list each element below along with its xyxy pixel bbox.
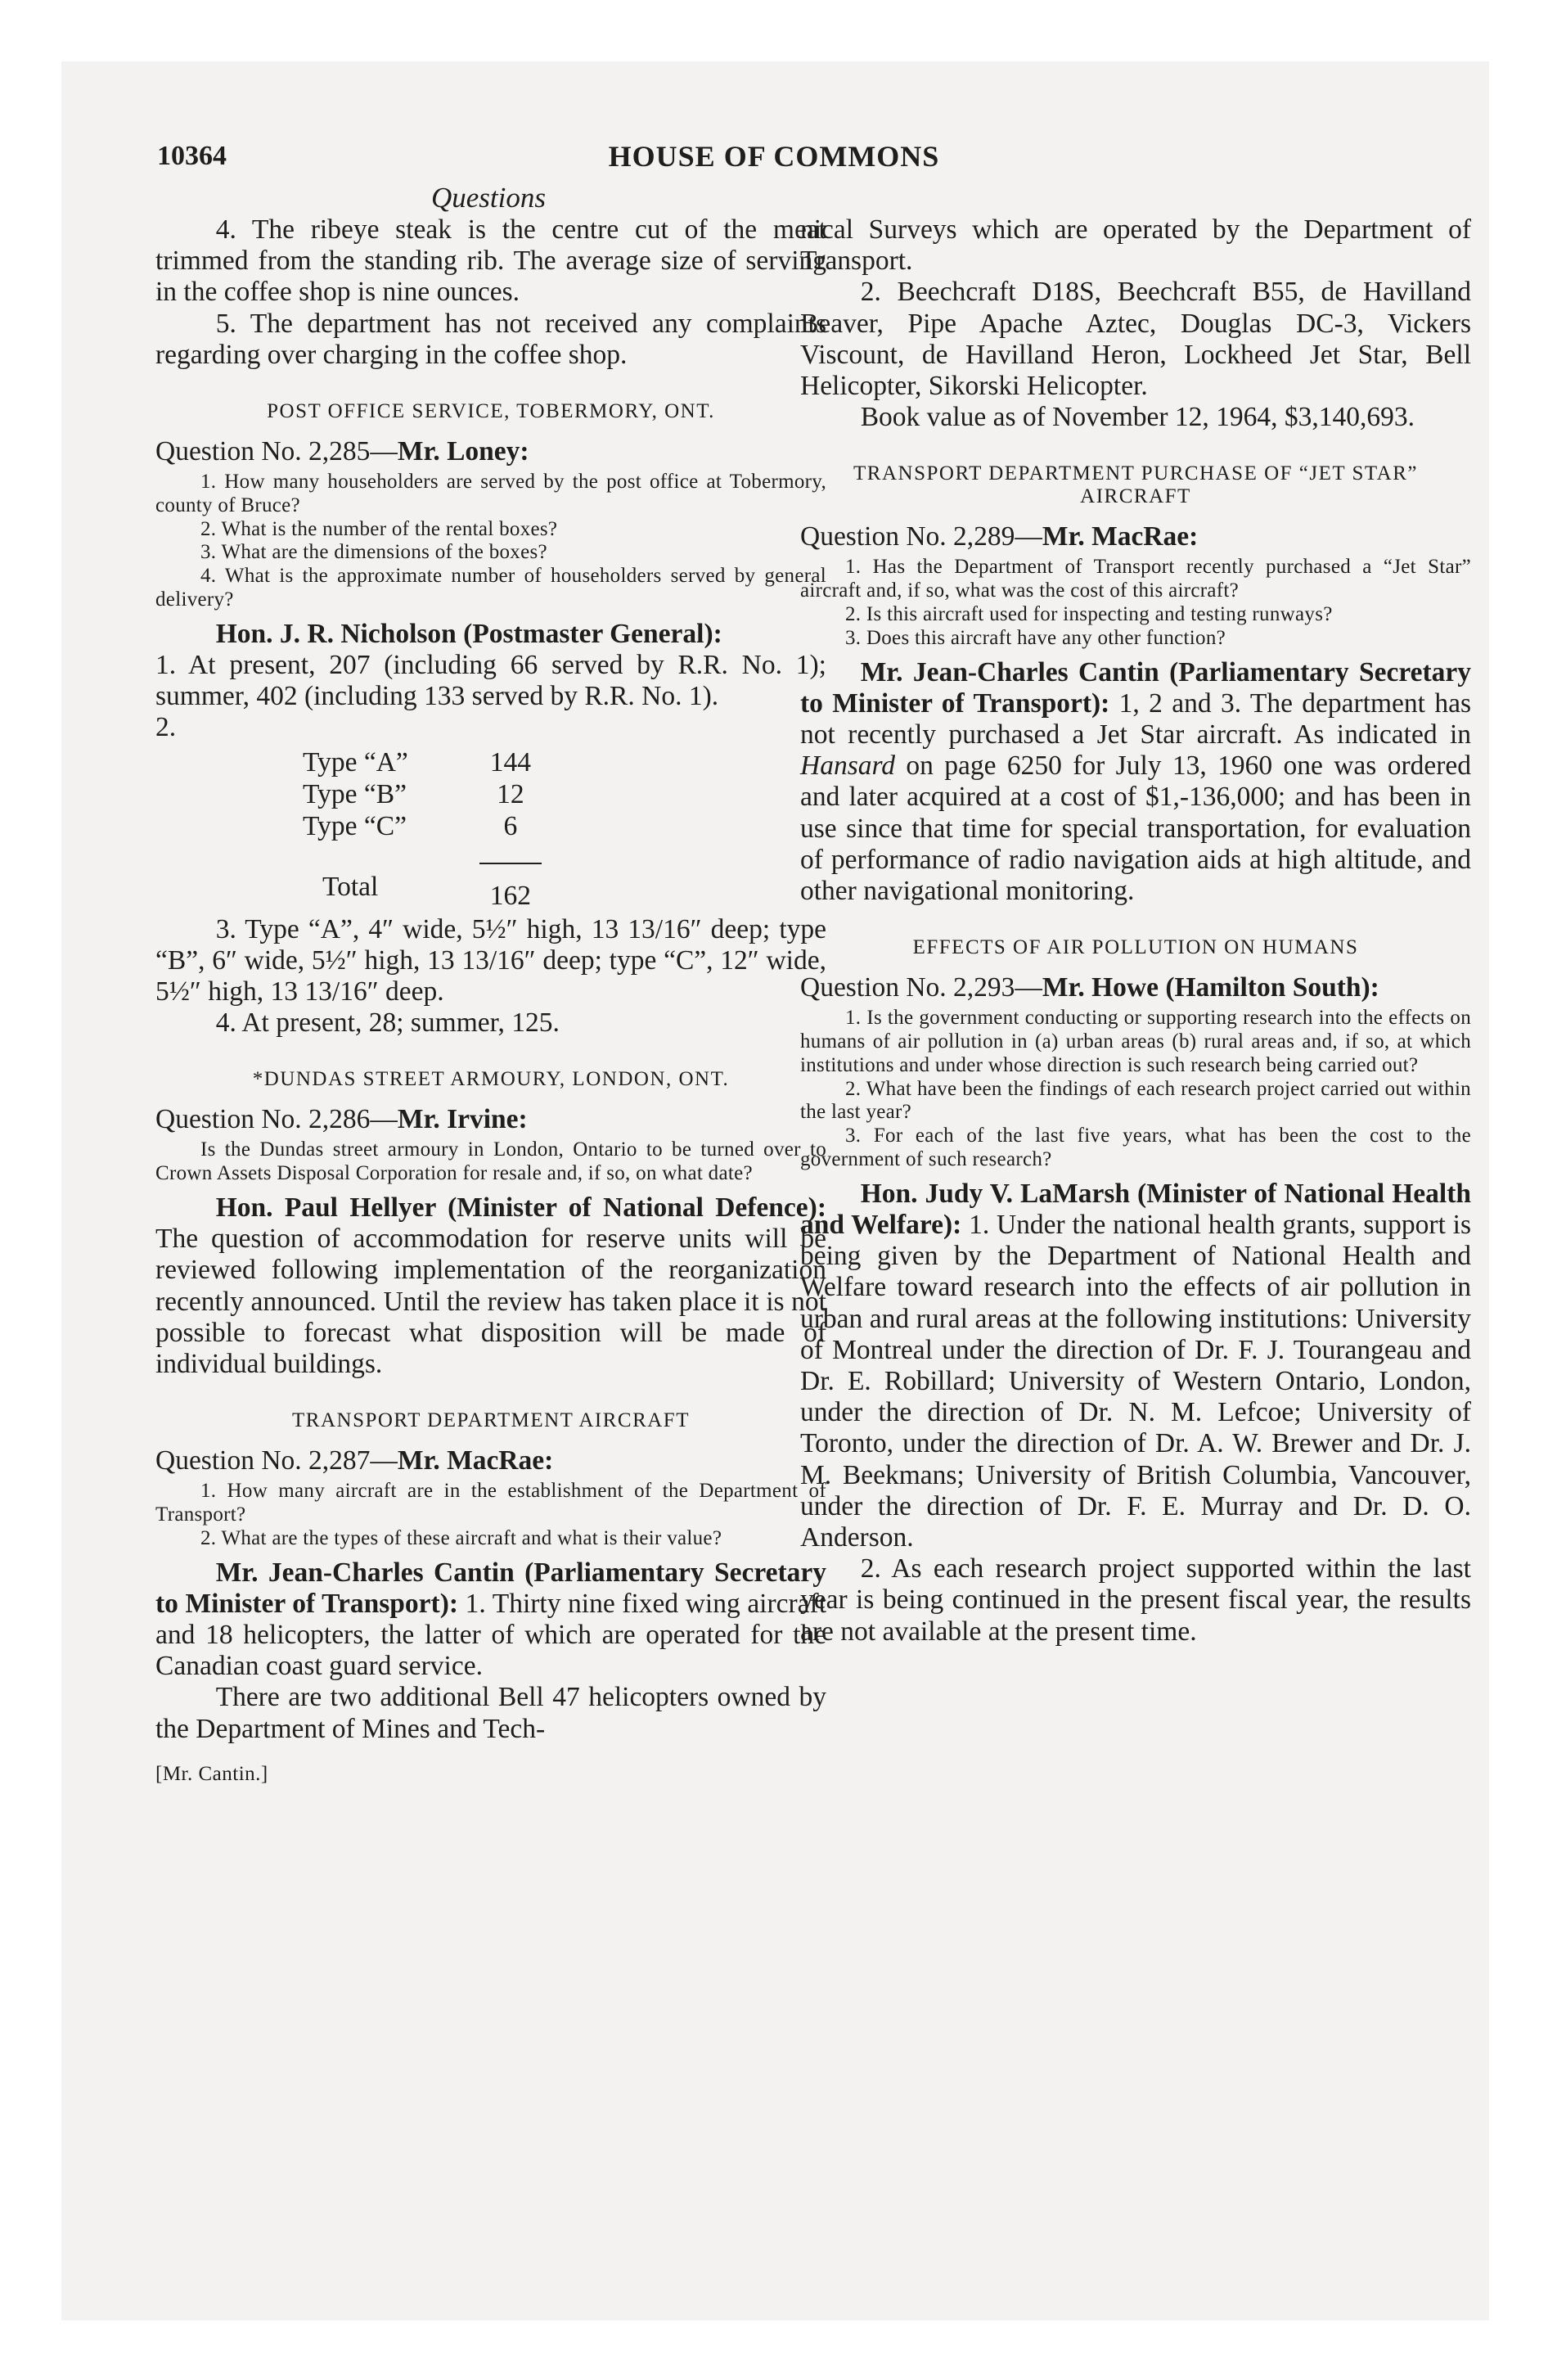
question-text: 1. Is the government conducting or supporting research into the effects on humans of air pollution in (a) urban areas (b) rural areas and, if so, at which institutions and under whose direction is such research being carried out? [800, 1007, 1471, 1076]
answer-text: 3. Type “A”, 4″ wide, 5½″ high, 13 13/16″ deep; type “B”, 6″ wide, 5½″ high, 13 13/16″ deep; type “C”, 12″ wide, 5½″ high, 13 13/16″ deep. [155, 913, 826, 1007]
table-row [303, 811, 564, 843]
type-label: Type “B” [303, 778, 407, 809]
question-heading: TRANSPORT DEPARTMENT PURCHASE OF “JET STAR” AIRCRAFT [853, 462, 1418, 508]
answer-text: 2. [155, 712, 177, 743]
question-text: 1. How many householders are served by the post office at Tobermory, county of Bruce? [155, 471, 826, 516]
left-column [155, 214, 826, 1786]
type-value: 12 [497, 778, 524, 809]
member-name: Mr. Irvine: [397, 1104, 528, 1135]
question-label: Question No. 2,286— [155, 1104, 398, 1135]
question-text: 2. What are the types of these aircraft and what is their value? [200, 1526, 722, 1549]
table-total-row [303, 843, 564, 913]
question-label: Question No. 2,289— [800, 521, 1042, 552]
hansard-reference: Hansard [800, 751, 896, 782]
question-label: Question No. 2,285— [155, 436, 398, 467]
question-text: 4. What is the approximate number of householders served by general delivery? [155, 565, 826, 611]
question-text: Is the Dundas street armoury in London, Ontario to be turned over to Crown Assets Disposal Corporation for resale and, if so, on what date? [155, 1138, 826, 1185]
question-text: 2. Is this aircraft used for inspecting and testing runways? [845, 603, 1333, 626]
type-value: 6 [503, 810, 518, 841]
answer-body: 1. Thirty nine fixed wing aircraft and 18 helicopters, the latter of which are operated for the Canadian coast guard service. [155, 1588, 827, 1682]
table-row [303, 747, 564, 779]
type-label: Type “C” [303, 810, 407, 841]
member-name: Mr. Loney: [397, 436, 529, 467]
type-label: Type “A” [303, 746, 408, 778]
paragraph: nical Surveys which are operated by the Department of Transport. [800, 214, 1471, 277]
paragraph: 4. The ribeye steak is the centre cut of the meat trimmed from the standing rib. The average size of serving in the coffee shop is nine ounces. [155, 214, 826, 308]
question-text: 3. What are the dimensions of the boxes? [200, 541, 547, 564]
member-name: Mr. MacRae: [397, 1445, 554, 1476]
question-number [155, 1445, 826, 1476]
answer-text: 1. At present, 207 (including 66 served by R.R. No. 1); summer, 402 (including 133 served by R.R. No. 1). [155, 650, 826, 712]
total-label: Total [322, 871, 379, 902]
question-text: 1. How many aircraft are in the establishment of the Department of Transport? [155, 1480, 826, 1526]
question-label: Question No. 2,293— [800, 972, 1042, 1003]
question-text: 3. For each of the last five years, what has been the cost to the government of such research? [800, 1125, 1471, 1171]
answer-body: on page 6250 for July 13, 1960 one was ordered and later acquired at a cost of $1,-136,000; and has been in use since that time for special transportation, for evaluation of performance of radio navigation aids at high altitude, and other navigational monitoring. [800, 751, 1471, 907]
question-text: 2. What is the number of the rental boxes? [200, 517, 558, 540]
question-label: Question No. 2,287— [155, 1445, 398, 1476]
member-name: Mr. MacRae: [1042, 521, 1199, 552]
box-types-table [303, 747, 564, 913]
answer-text [155, 1192, 826, 1380]
question-heading: POST OFFICE SERVICE, TOBERMORY, ONT. [267, 400, 715, 423]
question-number [155, 436, 826, 467]
question-number [800, 972, 1471, 1003]
answer-body: 1, 2 and 3. The department has not recently purchased a Jet Star aircraft. As indicated in [800, 687, 1471, 751]
answer-text [800, 1179, 1471, 1553]
answer-text: 2. As each research project supported within the last year is being continued in the present fiscal year, the results are not available at the present time. [800, 1553, 1471, 1647]
question-text: 1. Has the Department of Transport recently purchased a “Jet Star” aircraft and, if so, what was the cost of this aircraft? [800, 556, 1471, 602]
speaker-name: Mr. Jean-Charles Cantin (Parliamentary Secretary to Minister of Transport): [800, 656, 1471, 719]
right-column [800, 214, 1471, 1648]
question-text: 3. Does this aircraft have any other function? [845, 626, 1226, 649]
page-number: 10364 [157, 141, 227, 171]
speaker-name: Mr. Jean-Charles Cantin (Parliamentary Secretary to Minister of Transport): [155, 1557, 826, 1619]
question-text: 2. What have been the findings of each research project carried out within the last year? [800, 1077, 1471, 1124]
answer-body: 1. Under the national health grants, support is being given by the Department of National Health and Welfare toward research into the effects of air pollution in urban and rural areas at the following institutions: University of Montreal under the direction of Dr. F. J. Tourangeau and Dr. E. Robillard; University of Western Ontario, London, under the direction of Dr. N. M. Lefcoe; University of Toronto, under the direction of Dr. A. W. Brewer and Dr. J. M. Beekmans; University of British Columbia, Vancouver, under the direction of Dr. F. E. Murray and Dr. D. O. Anderson. [800, 1210, 1471, 1553]
question-number [155, 1104, 826, 1135]
table-row [303, 779, 564, 811]
answer-speaker [155, 619, 826, 650]
member-name: Mr. Howe (Hamilton South): [1042, 972, 1379, 1003]
running-head: HOUSE OF COMMONS [608, 140, 940, 173]
speaker-name: Hon. J. R. Nicholson (Postmaster General): [215, 618, 722, 649]
answer-text [800, 657, 1471, 908]
question-heading: *DUNDAS STREET ARMOURY, LONDON, ONT. [252, 1068, 730, 1091]
question-heading: TRANSPORT DEPARTMENT AIRCRAFT [292, 1409, 690, 1432]
question-heading: EFFECTS OF AIR POLLUTION ON HUMANS [912, 936, 1359, 959]
question-number [800, 521, 1471, 552]
type-value: 144 [489, 746, 531, 778]
answer-body: The question of accommodation for reserve units will be reviewed following implementation of the reorganization recently announced. Until the review has taken place it is not possible to forecast what disposition will be made of individual buildings. [155, 1224, 826, 1380]
speaker-name: Hon. Judy V. LaMarsh (Minister of National Health and Welfare): [800, 1178, 1471, 1241]
paragraph: 2. Beechcraft D18S, Beechcraft B55, de Havilland Beaver, Pipe Apache Aztec, Douglas DC-3, Vickers Viscount, de Havilland Heron, Lockheed Jet Star, Bell Helicopter, Sikorski Helicopter. [800, 277, 1471, 402]
answer-text: 4. At present, 28; summer, 125. [215, 1007, 560, 1039]
section-heading: Questions [431, 182, 546, 214]
answer-text: There are two additional Bell 47 helicopters owned by the Department of Mines and Tech- [155, 1682, 826, 1744]
answer-text [155, 1557, 826, 1683]
page-footer: [Mr. Cantin.] [155, 1762, 268, 1785]
paragraph: 5. The department has not received any complaints regarding over charging in the coffee shop. [155, 308, 826, 370]
paragraph: Book value as of November 12, 1964, $3,140,693. [860, 402, 1415, 433]
total-value: 162 [479, 863, 542, 912]
speaker-name: Hon. Paul Hellyer (Minister of National Defence): [215, 1192, 826, 1224]
